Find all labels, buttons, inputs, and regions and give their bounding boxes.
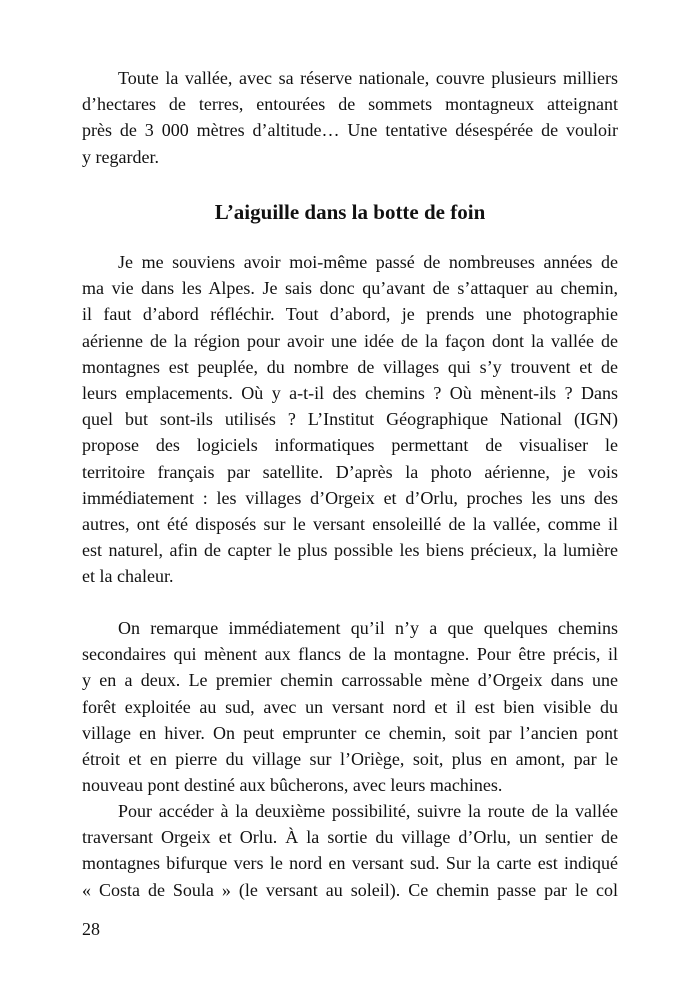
text-line: Toute la vallée, avec sa réserve nationale, couvre plusieurs milliers: [118, 68, 618, 88]
text-line: nouveau pont destiné aux bûcherons, avec leurs machines.: [82, 775, 503, 796]
text-line: ma vie dans les Alpes. Je sais donc qu’avant de s’attaquer au chemin,: [82, 278, 618, 299]
text-line: autres, ont été disposés sur le versant ensoleillé de la vallée, comme il: [82, 513, 618, 534]
text-line: aérienne de la région pour avoir une idée de la façon dont la vallée de: [82, 330, 618, 351]
text-line: secondaires qui mènent aux flancs de la montagne. Pour être précis, il: [82, 644, 618, 665]
text-line: territoire français par satellite. D’après la photo aérienne, je vois: [82, 461, 618, 482]
paragraph-1: [82, 65, 618, 170]
text-line: est naturel, afin de capter le plus possible les biens précieux, la lumière: [82, 540, 618, 561]
paragraph-3: [82, 615, 618, 798]
text-line: d’hectares de terres, entourées de sommets montagneux atteignant: [82, 94, 618, 115]
section-heading: L’aiguille dans la botte de foin: [214, 200, 486, 224]
text-line: et la chaleur.: [82, 566, 174, 587]
text-line: y en a deux. Le premier chemin carrossable mène d’Orgeix dans une: [82, 670, 618, 691]
text-line: traversant Orgeix et Orlu. À la sortie du village d’Orlu, un sentier de: [82, 827, 618, 848]
text-line: y regarder.: [82, 146, 159, 167]
text-line: propose des logiciels informatiques permettant de visualiser le: [82, 435, 618, 456]
paragraph-2: [82, 249, 618, 589]
text-line: leurs emplacements. Où y a-t-il des chemins ? Où mènent-ils ? Dans: [82, 382, 618, 403]
text-line: immédiatement : les villages d’Orgeix et d’Orlu, proches les uns des: [82, 487, 618, 508]
text-line: Pour accéder à la deuxième possibilité, suivre la route de la vallée: [118, 801, 618, 821]
text-line: On remarque immédiatement qu’il n’y a que quelques chemins: [118, 618, 618, 638]
page-number: 28: [82, 919, 100, 939]
text-line: il faut d’abord réfléchir. Tout d’abord, je prends une photographie: [82, 304, 618, 325]
text-line: village en hiver. On peut emprunter ce chemin, soit par l’ancien pont: [82, 722, 618, 743]
text-line: « Costa de Soula » (le versant au soleil). Ce chemin passe par le col: [82, 879, 618, 900]
text-line: montagnes est peuplée, du nombre de villages qui s’y trouvent et de: [82, 356, 618, 377]
text-line: étroit et en pierre du village sur l’Oriège, soit, plus en amont, par le: [82, 748, 618, 769]
paragraph-4: [82, 798, 618, 903]
text-line: montagnes bifurque vers le nord en versant sud. Sur la carte est indiqué: [82, 853, 618, 874]
text-line: forêt exploitée au sud, avec un versant nord et il est bien visible du: [82, 696, 618, 717]
text-line: près de 3 000 mètres d’altitude… Une tentative désespérée de vouloir: [82, 120, 618, 141]
text-line: Je me souviens avoir moi-même passé de nombreuses années de: [118, 252, 618, 272]
text-line: quel but sont-ils utilisés ? L’Institut Géographique National (IGN): [82, 409, 618, 430]
